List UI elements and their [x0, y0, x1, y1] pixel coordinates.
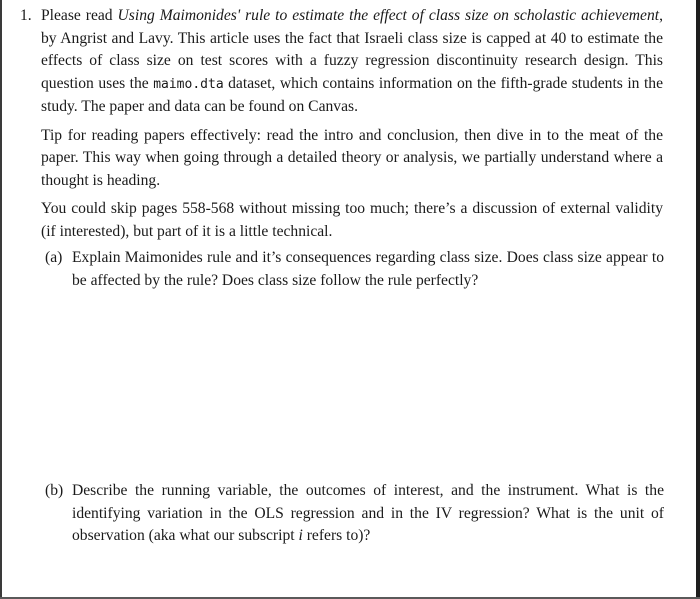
intro-post: dataset, which contains information on the fifth-grade students in the study. The paper and data can be found on Canvas. [41, 74, 663, 115]
part-b-text-pre: Describe the running variable, the outcomes of interest, and the instrument. What is the identifying variation in the OLS regression and in the IV regression? What is the unit of observation (aka what our subscript [72, 482, 664, 544]
question-number: 1. [20, 7, 32, 24]
tip-paragraph: Tip for reading papers effectively: read the intro and conclusion, then dive in to the meat of the paper. This way when going through a detailed theory or analysis, we partially understand where a thought is heading. [41, 126, 663, 189]
dataset-name: maimo.dta [153, 76, 224, 92]
subscript-variable: i [298, 527, 303, 544]
skip-pages-paragraph: You could skip pages 558-568 without missing too much; there’s a discussion of external validity (if interested), but part of it is a little technical. [41, 200, 663, 240]
intro-paragraph [41, 5, 663, 119]
intro-mid: , by Angrist and Lavy. This article uses the fact that Israeli class size is capped at 40 to estimate the effects of class size on test scores with a fuzzy regression discontinuity research design. This question uses the [41, 7, 663, 92]
part-a-label: (a) [45, 249, 63, 266]
intro-pre: Please read [41, 7, 118, 24]
part-a [45, 247, 664, 292]
part-b-text-post: refers to)? [302, 527, 371, 544]
part-b-label: (b) [45, 482, 64, 499]
paper-title: Using Maimonides' rule to estimate the effect of class size on scholastic achievement [117, 7, 660, 24]
part-b-text [72, 480, 664, 548]
part-a-text: Explain Maimonides rule and it’s consequences regarding class size. Does class size appear to be affected by the rule? Does class size follow the rule perfectly? [72, 249, 664, 289]
question-block [0, 5, 700, 548]
part-b [45, 480, 664, 548]
